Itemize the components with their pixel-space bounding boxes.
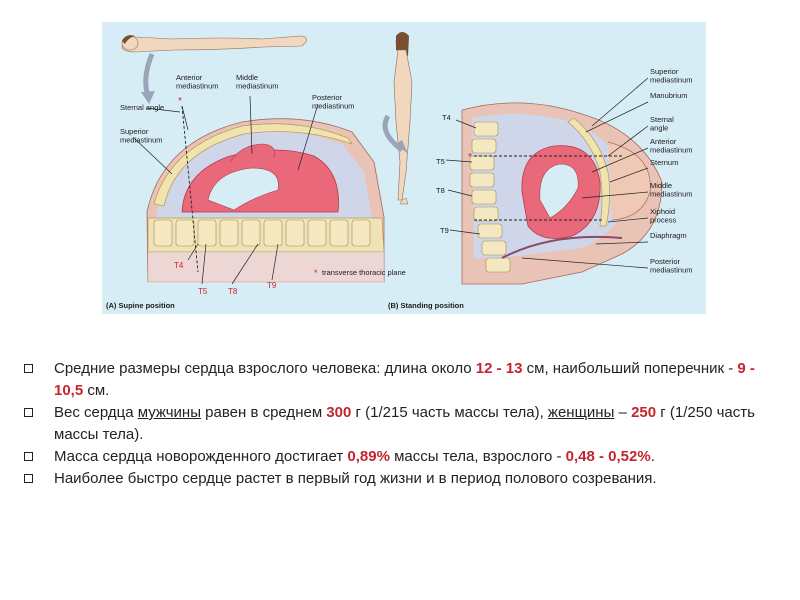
- star-marker-b: *: [468, 152, 472, 163]
- label-anterior-mediastinum: Anterior mediastinum: [650, 137, 693, 155]
- label-t5-a: T5: [198, 287, 208, 296]
- fact-text: см, наибольший поперечник -: [522, 360, 738, 377]
- fact-text: 250: [631, 404, 657, 421]
- label-posterior-mediastinum: Posterior mediastinum: [650, 257, 693, 275]
- caption-standing: (B) Standing position: [388, 301, 464, 310]
- label-t5-b: T5: [436, 157, 445, 166]
- fact-text: 9 - 10,5: [54, 360, 755, 399]
- fact-text: Масса сердца новорожденного достигает: [54, 448, 348, 465]
- label-xiphoid-process: Xiphoid process: [650, 207, 677, 225]
- fact-text: –: [614, 404, 632, 421]
- star-marker-a: *: [178, 96, 182, 107]
- mediastinum-figure: [102, 22, 706, 314]
- fact-item: [22, 358, 782, 402]
- label-anterior-mediastinum-text: Anterior mediastinum: [176, 73, 219, 91]
- fact-text: 0,48 - 0,52%: [565, 448, 651, 465]
- fact-text: массы тела, взрослого -: [389, 448, 566, 465]
- label-manubrium: Manubrium: [650, 91, 688, 100]
- fact-text: равен в среднем: [201, 404, 327, 421]
- fact-text: 12 - 13: [475, 360, 523, 377]
- label-sternal-angle: Sternal angle: [650, 115, 674, 133]
- fact-text: см.: [83, 382, 110, 399]
- fact-text: 0,89%: [347, 448, 390, 465]
- label-transverse-thoracic-plane: transverse thoracic plane: [322, 268, 406, 277]
- fact-text: женщины: [547, 404, 615, 421]
- fact-item: [22, 446, 782, 468]
- fact-item: [22, 468, 782, 490]
- label-t4-a: T4: [174, 261, 184, 270]
- label-sternal-angle: Sternal angle: [120, 103, 165, 112]
- label-t9-b: T9: [440, 226, 449, 235]
- fact-text: Наиболее быстро сердце растет в первый год жизни и в период полового созревания.: [54, 470, 657, 487]
- label-superior-mediastinum: Superior mediastinum: [650, 67, 693, 85]
- fact-text: г (1/250 часть массы тела).: [54, 404, 755, 443]
- checkbox-bullet-icon: [24, 408, 33, 417]
- label-diaphragm: Diaphragm: [650, 231, 687, 240]
- checkbox-bullet-icon: [24, 364, 33, 373]
- label-t4-b: T4: [442, 113, 451, 122]
- facts-list: [22, 358, 782, 490]
- checkbox-bullet-icon: [24, 474, 33, 483]
- fact-text: г (1/215 часть массы тела),: [351, 404, 548, 421]
- fact-text: .: [650, 448, 655, 465]
- label-posterior-mediastinum: Posterior mediastinum: [312, 93, 355, 111]
- fact-text: Средние размеры сердца взрослого человека: длина около: [54, 360, 476, 377]
- label-middle-mediastinum: Middle mediastinum: [236, 73, 279, 91]
- label-middle-mediastinum: Middle mediastinum: [650, 181, 693, 199]
- fact-text: 300: [326, 404, 352, 421]
- checkbox-bullet-icon: [24, 452, 33, 461]
- fact-text: Вес сердца: [54, 404, 138, 421]
- fact-item: [22, 402, 782, 446]
- label-t8-a: T8: [228, 287, 238, 296]
- label-superior-mediastinum: Superior mediastinum: [120, 127, 163, 145]
- label-sternum: Sternum: [650, 158, 679, 167]
- label-t9-a: T9: [267, 281, 277, 290]
- fact-text: мужчины: [137, 404, 201, 421]
- caption-supine: (A) Supine position: [106, 301, 175, 310]
- label-t8-b: T8: [436, 186, 445, 195]
- star-legend: *: [314, 268, 318, 278]
